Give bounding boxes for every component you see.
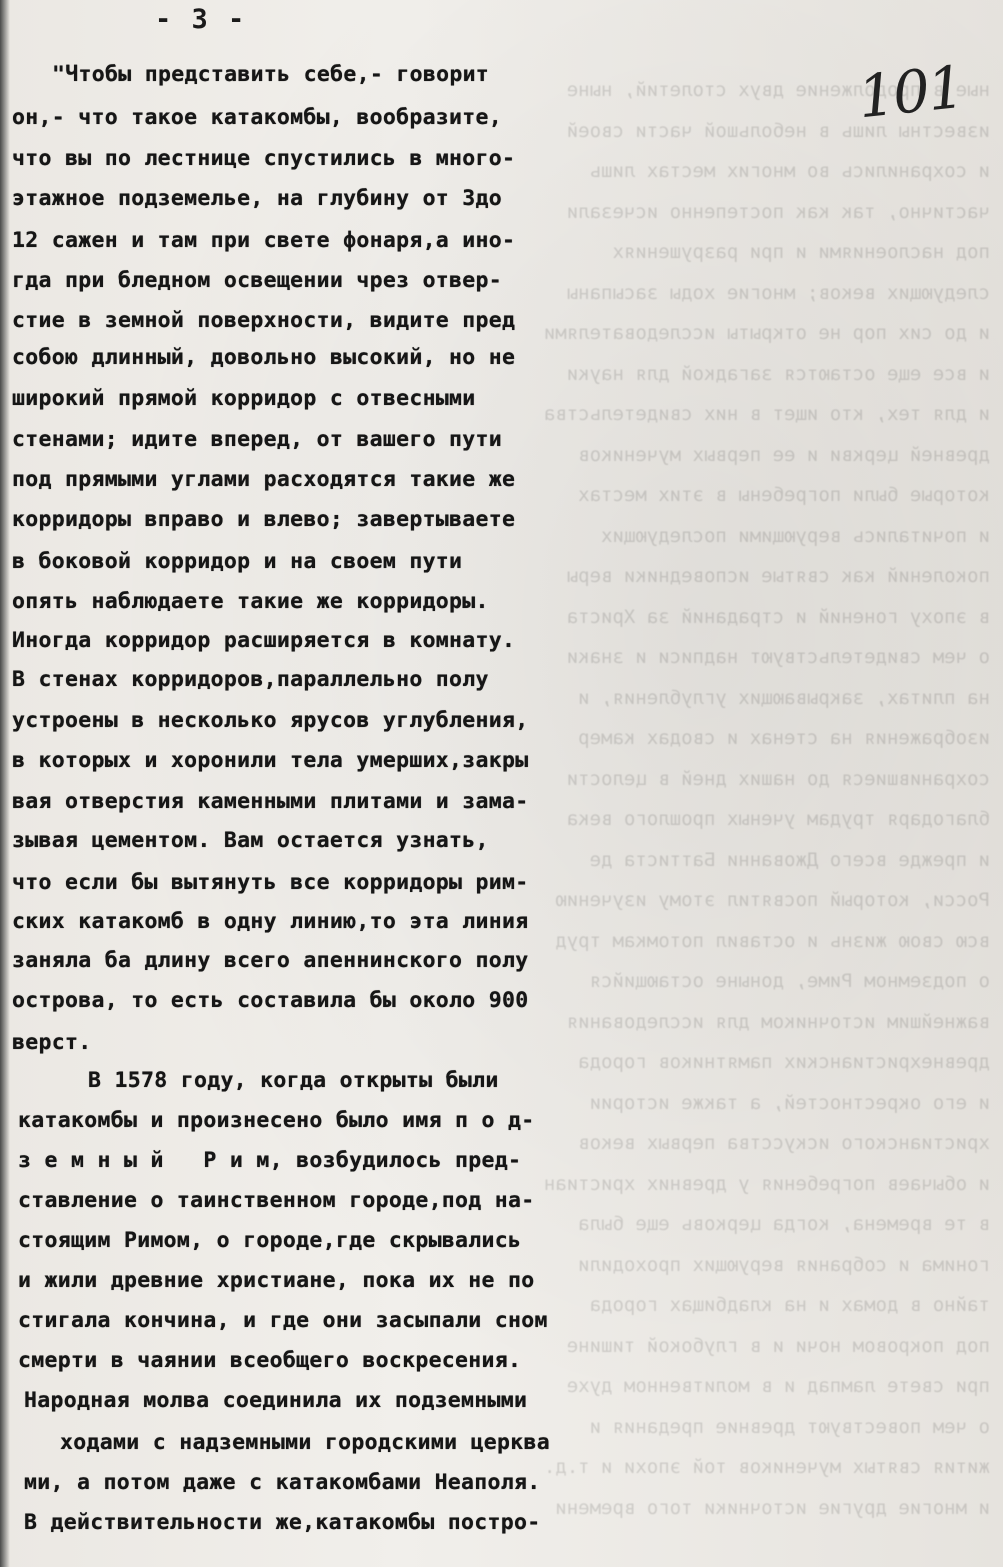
page-shadow-edge — [0, 0, 10, 1567]
text-line: ходами с надземными городскими церква — [60, 1430, 551, 1455]
text-line: опять наблюдаете такие же корридоры. — [12, 589, 489, 614]
text-line: Народная молва соединила их подземными — [24, 1388, 528, 1413]
text-line: что вы по лестнице спустились в много- — [12, 146, 516, 171]
page-number: - 3 - — [155, 4, 247, 35]
text-line: он,- что такое катакомбы, вообразите, — [12, 105, 503, 130]
text-line: катакомбы и произнесено было имя п о д- — [18, 1108, 535, 1133]
text-line: гда при бледном освещении чрез отвер- — [12, 268, 503, 293]
text-line: В стенах корридоров,параллельно полу — [12, 667, 489, 692]
text-line: смерти в чаянии всеобщего воскресения. — [18, 1348, 522, 1373]
text-line: широкий прямой корридор с отвесными — [12, 386, 476, 411]
text-line: ставление о таинственном городе,под на- — [18, 1188, 535, 1213]
text-line: заняла ба длину всего апеннинского полу — [12, 948, 529, 973]
text-line: з е м н ы й Р и м, возбудилось пред- — [18, 1148, 522, 1173]
text-line: устроены в несколько ярусов углубления, — [12, 708, 529, 733]
bleed-through-text: ные в продолжение двух столетий, ныне известны лишь в небольшой части своей и сохранились во многих местах лишь частично, так как постепенно исчезали под наслоениями и при разрушениях следующих веков; многие ходы засыпаны и до сих пор не открыты исследователями и все еще остаются загадкой для науки и для тех, кто ищет в них свидетельства древней церкви и ее первых мучеников которые были погребены в этих местах и почитались верующими последующих поколений как святые исповедники веры в эпоху гонений и страданий за Христа о чем свидетельствуют надписи и знаки на плитах, закрывающих углубления, и изображения на стенах и сводах камер сохранившиеся до наших дней в целости благодаря трудам ученых прошлого века и прежде всего Джованни Баттиста де Росси, который посвятил этому изучению всю свою жизнь и оставил потомкам труд о подземном Риме, доныне остающийся важнейшим источником для исследования древнехристианских памятников города и его окрестностей, а также истории христианского искусства первых веков и обычаев погребения у древних христиан в те времена, когда церковь еще была гонима и собрания верующих проходили тайно в домах и на кладбищах города под покровом ночи и в глубокой тишине при свете лампад и в молитвенном духе о чем повествуют древние предания и жития святых мучеников той эпохи и т.д. и многие другие источники того времени — [543, 79, 990, 1519]
text-line: острова, то есть составила бы около 900 — [12, 988, 529, 1013]
text-line: в боковой корридор и на своем пути — [12, 549, 463, 574]
text-line: стенами; идите вперед, от вашего пути — [12, 427, 503, 452]
text-line: В 1578 году, когда открыты были — [88, 1068, 499, 1093]
text-line: собою длинный, довольно высокий, но не — [12, 345, 516, 370]
text-line: стигала кончина, и где они засыпали сном — [18, 1308, 548, 1333]
text-line: под прямыми углами расходятся такие же — [12, 467, 516, 492]
text-line: ми, а потом даже с катакомбами Неаполя. — [24, 1470, 541, 1495]
text-line: корридоры вправо и влево; завертываете — [12, 507, 516, 532]
text-line: "Чтобы представить себе,- говорит — [52, 62, 490, 87]
text-line: в которых и хоронили тела умерших,закры — [12, 748, 529, 773]
text-line: В действительности же,катакомбы постро- — [24, 1510, 541, 1535]
handwritten-folio-number: 101 — [854, 52, 966, 132]
text-line: 12 сажен и там при свете фонаря,а ино- — [12, 228, 516, 253]
text-line: и жили древние христиане, пока их не по — [18, 1268, 535, 1293]
text-line: зывая цементом. Вам остается узнать, — [12, 828, 489, 853]
text-line: верст. — [12, 1030, 92, 1055]
text-line: этажное подземелье, на глубину от 3до — [12, 186, 503, 211]
text-line: что если бы вытянуть все корридоры рим- — [12, 870, 529, 895]
text-line: вая отверстия каменными плитами и зама- — [12, 789, 529, 814]
text-line: ских катакомб в одну линию,то эта линия — [12, 909, 529, 934]
text-line: стоящим Римом, о городе,где скрывались — [18, 1228, 522, 1253]
text-line: Иногда корридор расширяется в комнату. — [12, 628, 516, 653]
text-line: стие в земной поверхности, видите пред — [12, 308, 516, 333]
